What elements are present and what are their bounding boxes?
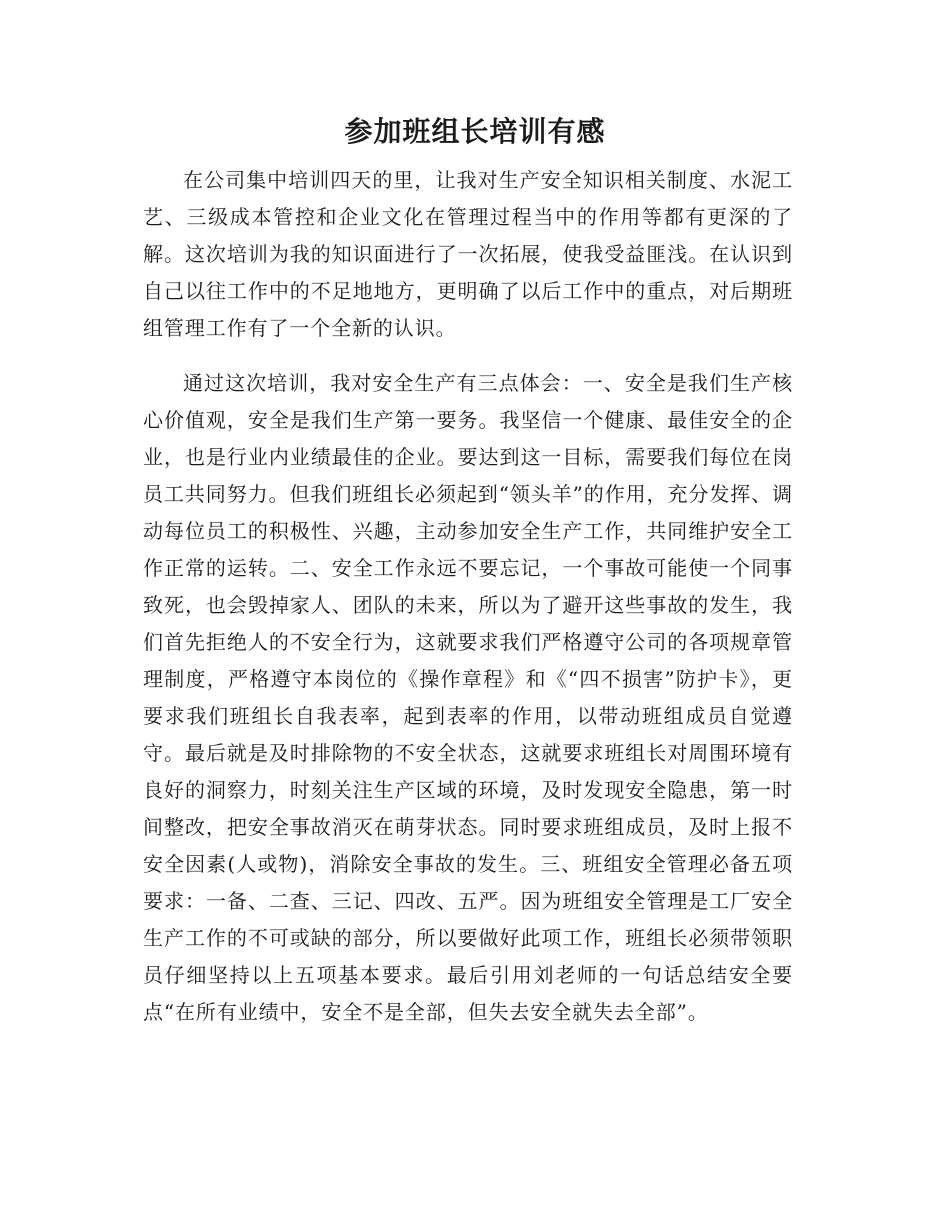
document-title: 参加班组长培训有感 xyxy=(344,115,606,148)
paragraph-safety-reflections: 通过这次培训，我对安全生产有三点体会：一、安全是我们生产核心价值观，安全是我们生产第一要务。我坚信一个健康、最佳安全的企业，也是行业内业绩最佳的企业。要达到这一目标，需要我们每位在岗员工共同努力。但我们班组长必须起到“领头羊”的作用，充分发挥、调动每位员工的积极性、兴趣，主动参加安全生产工作，共同维护安全工作正常的运转。二、安全工作永远不要忘记，一个事故可能使一个同事致死，也会毁掉家人、团队的未来，所以为了避开这些事故的发生，我们首先拒绝人的不安全行为，这就要求我们严格遵守公司的各项规章管理制度，严格遵守本岗位的《操作章程》和《“四不损害”防护卡》，更要求我们班组长自我表率，起到表率的作用，以带动班组成员自觉遵守。最后就是及时排除物的不安全状态，这就要求班组长对周围环境有良好的洞察力，时刻关注生产区域的环境，及时发现安全隐患，第一时间整改，把安全事故消灭在萌芽状态。同时要求班组成员，及时上报不安全因素(人或物)，消除安全事故的发生。三、班组安全管理必备五项要求：一备、二查、三记、四改、五严。因为班组安全管理是工厂安全生产工作的不可或缺的部分，所以要做好此项工作，班组长必须带领职员仔细坚持以上五项基本要求。最后引用刘老师的一句话总结安全要点“在所有业绩中，安全不是全部，但失去安全就失去全部”。 xyxy=(143,371,793,1024)
paragraph-intro: 在公司集中培训四天的里，让我对生产安全知识相关制度、水泥工艺、三级成本管控和企业文化在管理过程当中的作用等都有更深的了解。这次培训为我的知识面进行了一次拓展，使我受益匪浅。在认识到自己以往工作中的不足地地方，更明确了以后工作中的重点，对后期班组管理工作有了一个全新的认识。 xyxy=(143,168,793,340)
